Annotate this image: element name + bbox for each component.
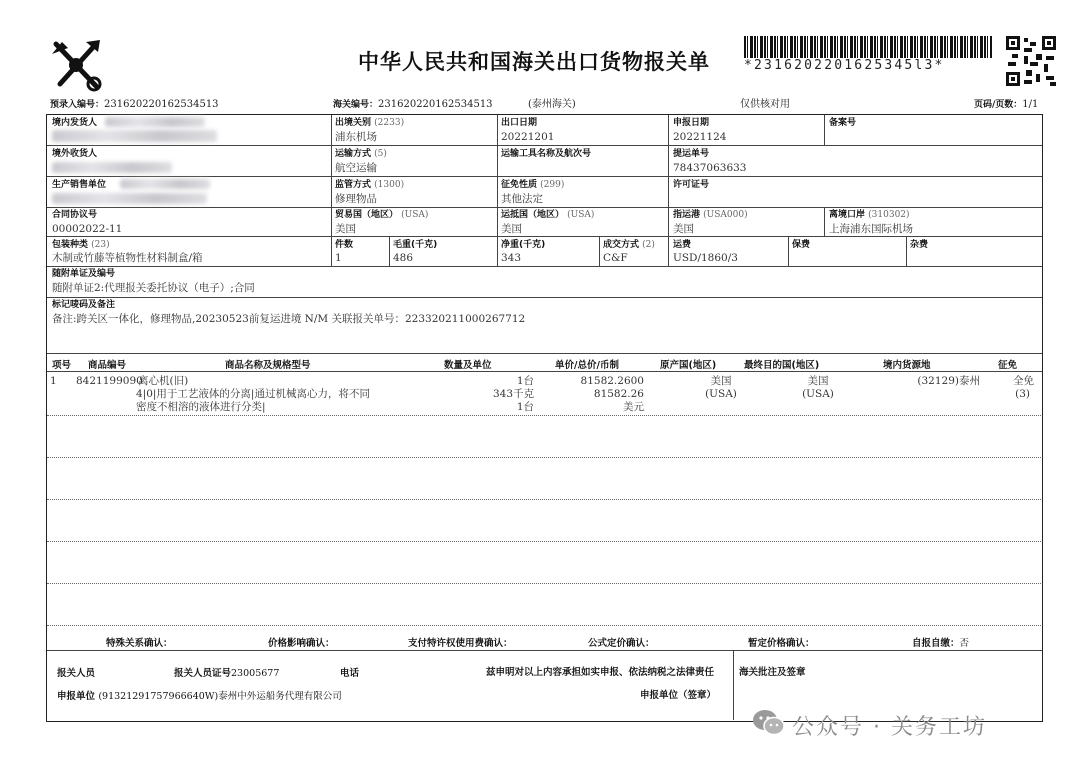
goods-item-currency: 美元 [623,401,644,413]
freight-value: USD/1860/3 [673,252,738,264]
pack-code: (23) [91,240,110,250]
port-label: 指运港 [673,210,701,220]
gross-weight-label: 毛重(千克) [393,240,438,250]
goods-header-origin: 原产国(地区) [660,360,717,371]
transport-code: (5) [374,149,387,159]
goods-item-total-price: 81582.26 [593,388,644,400]
formula-price-confirm: 公式定价确认： [588,638,655,649]
customs-emblem-icon [46,36,108,94]
redacted-shipper-name [52,130,217,142]
goods-item-qty3: 1台 [516,401,534,413]
declarant-label: 报关人员 [57,668,96,679]
pack-label: 包装种类 [52,240,89,250]
transport-value: 航空运输 [335,162,377,174]
declare-unit-value: (91321291757966640W)泰州中外运船务代理有限公司 [98,691,342,702]
dest-country-label: 运抵国（地区） [501,210,565,220]
wechat-icon [752,708,786,738]
goods-item-unit-price: 81582.2600 [580,375,644,387]
declare-unit-seal: 申报单位（签章） [640,690,717,701]
goods-item-source: (32129)泰州 [917,375,980,387]
dest-country-code: (USA) [567,210,595,220]
terms-value: C&F [603,252,628,264]
goods-header-hs: 商品编号 [88,360,127,371]
special-relation-confirm: 特殊关系确认： [106,638,173,649]
price-effect-confirm: 价格影响确认： [268,638,335,649]
contract-label: 合同协议号 [52,210,98,220]
contract-value: 00002022-11 [52,223,123,235]
goods-item-origin: 美国 [710,375,732,387]
goods-item-spec-line2: 密度不相溶的液体进行分类| [136,401,266,413]
bl-label: 提运单号 [673,149,710,159]
exit-port-code: (310302) [868,210,910,220]
net-weight-label: 净重(千克) [501,240,546,250]
goods-item-name: 离心机(旧) [138,375,189,387]
goods-item-no: 1 [50,375,57,387]
goods-header-source: 境内货源地 [883,360,931,371]
qr-code-icon [1006,36,1056,86]
port-code: (USA000) [703,210,748,220]
marks-label: 标记唛码及备注 [52,300,116,310]
watermark-text: 公众号 · 关务工坊 [792,715,987,740]
dest-country-value: 美国 [501,223,522,235]
declaration-frame [46,114,1043,722]
preentry-label: 预录入编号： [50,100,105,110]
customs-approval-label: 海关批注及签章 [739,667,806,678]
shipper-label: 境内发货人 [52,118,98,128]
redacted-shipper [105,117,205,127]
goods-item-final-dest: 美国 [807,375,829,387]
producer-label: 生产销售单位 [52,180,107,190]
goods-header-qty: 数量及单位 [444,360,492,371]
goods-item-levy-code: (3) [1015,388,1030,400]
self-pay-value: 否 [959,638,970,649]
consignee-label: 境外收货人 [52,149,98,159]
marks-value: 备注:跨关区一体化，修理物品,20230523前复运进境 N/M 关联报关单号：223320211000267712 [52,313,526,325]
net-weight-value: 343 [501,252,522,264]
exit-customs-code: (2233) [374,118,405,128]
exit-customs-value: 浦东机场 [335,131,377,143]
exit-port-label: 离境口岸 [829,210,866,220]
declarant-cert-value: 23005677 [231,668,280,679]
vessel-label: 运输工具名称及航次号 [501,149,592,159]
exemption-value: 其他法定 [501,193,543,205]
redacted-producer-name [52,193,207,204]
export-date-label: 出口日期 [501,118,538,128]
exemption-code: (299) [540,180,565,190]
trade-country-value: 美国 [335,223,356,235]
freight-label: 运费 [673,240,692,250]
verify-only-note: 仅供核对用 [740,99,790,110]
goods-header-name: 商品名称及规格型号 [225,360,311,371]
filing-label: 备案号 [829,118,857,128]
redacted-producer [120,179,210,189]
supervision-value: 修理物品 [335,193,377,205]
goods-header-levy: 征免 [998,360,1018,371]
self-pay-label: 自报自缴： [912,638,960,649]
pieces-label: 件数 [335,240,354,250]
goods-item-origin-code: (USA) [705,388,737,400]
goods-item-spec-line1: 4|0|用于工艺液体的分离|通过机械离心力，将不同 [136,388,370,400]
declare-date-label: 申报日期 [673,118,710,128]
terms-label: 成交方式 [603,240,640,250]
customs-office: (泰州海关) [528,99,576,110]
export-date-value: 20221201 [501,131,555,143]
provisional-price-confirm: 暂定价格确认： [748,638,815,649]
trade-country-label: 贸易国（地区） [335,210,399,220]
phone-label: 电话 [340,668,360,679]
license-label: 许可证号 [673,180,710,190]
page-label: 页码/页数： [974,100,1023,110]
declare-date-value: 20221124 [673,131,727,143]
exemption-label: 征免性质 [501,180,538,190]
pieces-value: 1 [335,252,342,264]
goods-item-final-dest-code: (USA) [802,388,834,400]
goods-header-no: 项号 [52,360,72,371]
customs-number: 231620220162534513 [378,99,493,110]
barcode [744,36,992,58]
document-title: 中华人民共和国海关出口货物报关单 [358,50,710,74]
barcode-text: *2316202201625345l3* [744,58,945,73]
goods-header-final-dest: 最终目的国(地区) [744,360,820,371]
transport-label: 运输方式 [335,149,372,159]
goods-header-price: 单价/总价/币制 [555,360,619,371]
royalty-confirm: 支付特许权使用费确认： [408,638,513,649]
declare-unit-label: 申报单位 [57,691,96,702]
goods-item-hs: 8421199090 [76,375,143,387]
supervision-code: (1300) [374,180,405,190]
goods-item-qty2: 343千克 [492,388,534,400]
trade-country-code: (USA) [401,210,429,220]
exit-customs-label: 出境关别 [335,118,372,128]
supervision-label: 监管方式 [335,180,372,190]
declarant-cert-label: 报关人员证号 [174,668,232,679]
misc-fee-label: 杂费 [910,240,929,250]
bl-value: 78437063633 [673,162,747,174]
customs-no-label: 海关编号： [333,100,379,110]
gross-weight-value: 486 [393,252,414,264]
docs-value: 随附单证2:代理报关委托协议（电子）;合同 [52,282,255,294]
preentry-number: 231620220162534513 [104,99,219,110]
page-value: 1/1 [1022,99,1039,110]
legal-statement: 兹申明对以上内容承担如实申报、依法纳税之法律责任 [486,667,715,678]
port-value: 美国 [673,223,694,235]
goods-item-qty1: 1台 [516,375,534,387]
exit-port-value: 上海浦东国际机场 [829,223,913,235]
pack-value: 木制或竹藤等植物性材料制盒/箱 [52,252,203,264]
insurance-label: 保费 [792,240,811,250]
goods-item-levy: 全免 [1013,375,1034,387]
terms-code: (2) [642,240,655,250]
redacted-consignee [52,162,172,173]
docs-label: 随附单证及编号 [52,269,116,279]
